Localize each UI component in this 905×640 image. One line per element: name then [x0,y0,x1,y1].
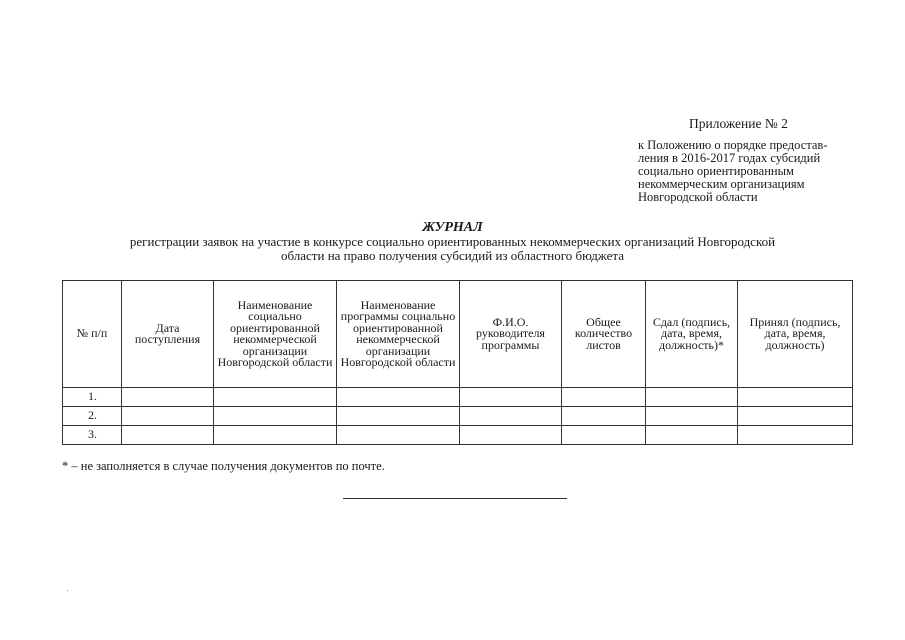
table-cell [122,388,214,407]
table-cell [646,388,738,407]
appendix-reference-line: некоммерческим организациям [638,177,805,191]
table-cell [337,407,460,426]
table-cell [562,388,646,407]
appendix-reference [638,139,827,204]
appendix-reference-line: социально ориентированным [638,164,794,178]
table-cell [738,388,853,407]
table-cell [122,407,214,426]
journal-subtitle-line: области на право получения субсидий из областного бюджета [280,248,624,263]
table-row [63,388,853,407]
row-number-cell: 3. [63,426,122,445]
table-cell [646,426,738,445]
table-cell [562,407,646,426]
table-cell [460,388,562,407]
table-cell [337,426,460,445]
table-cell [214,407,337,426]
table-cell [562,426,646,445]
table-cell [738,426,853,445]
column-header-program-name: Наименование программы социально ориентированной некоммерческой организации Новгородской области [337,281,460,388]
appendix-reference-line: ления в 2016-2017 годах субсидий [638,151,821,165]
registration-table [62,280,853,445]
journal-title: ЖУРНАЛ [422,220,483,235]
table-cell [738,407,853,426]
column-header-received-by: Принял (подпись, дата, время, должность) [738,281,853,388]
row-number-cell: 2. [63,407,122,426]
table-cell [214,388,337,407]
table-row [63,426,853,445]
table-cell [646,407,738,426]
scan-speck [67,590,68,591]
column-header-sheet-count: Общее количество листов [562,281,646,388]
table-header-row [63,281,853,388]
table-cell [460,426,562,445]
table-cell [337,388,460,407]
column-header-number: № п/п [63,281,122,388]
journal-subtitle-line: регистрации заявок на участие в конкурсе социально ориентированных некоммерческих организаций Новгородской [129,234,776,249]
appendix-title: Приложение № 2 [689,116,788,131]
column-header-date-received: Дата поступления [122,281,214,388]
journal-subtitle [0,235,905,263]
column-header-organization-name: Наименование социально ориентированной некоммерческой организации Новгородской области [214,281,337,388]
separator-line [343,498,567,499]
table-row [63,407,853,426]
appendix-reference-line: к Положению о порядке предостав- [638,138,828,152]
table-cell [460,407,562,426]
table-cell [214,426,337,445]
appendix-reference-line: Новгородской области [638,190,758,204]
column-header-submitted-by: Сдал (подпись, дата, время, должность)* [646,281,738,388]
footnote: * – не заполняется в случае получения документов по почте. [62,459,385,473]
row-number-cell: 1. [63,388,122,407]
table-cell [122,426,214,445]
column-header-program-head: Ф.И.О. руководителя программы [460,281,562,388]
